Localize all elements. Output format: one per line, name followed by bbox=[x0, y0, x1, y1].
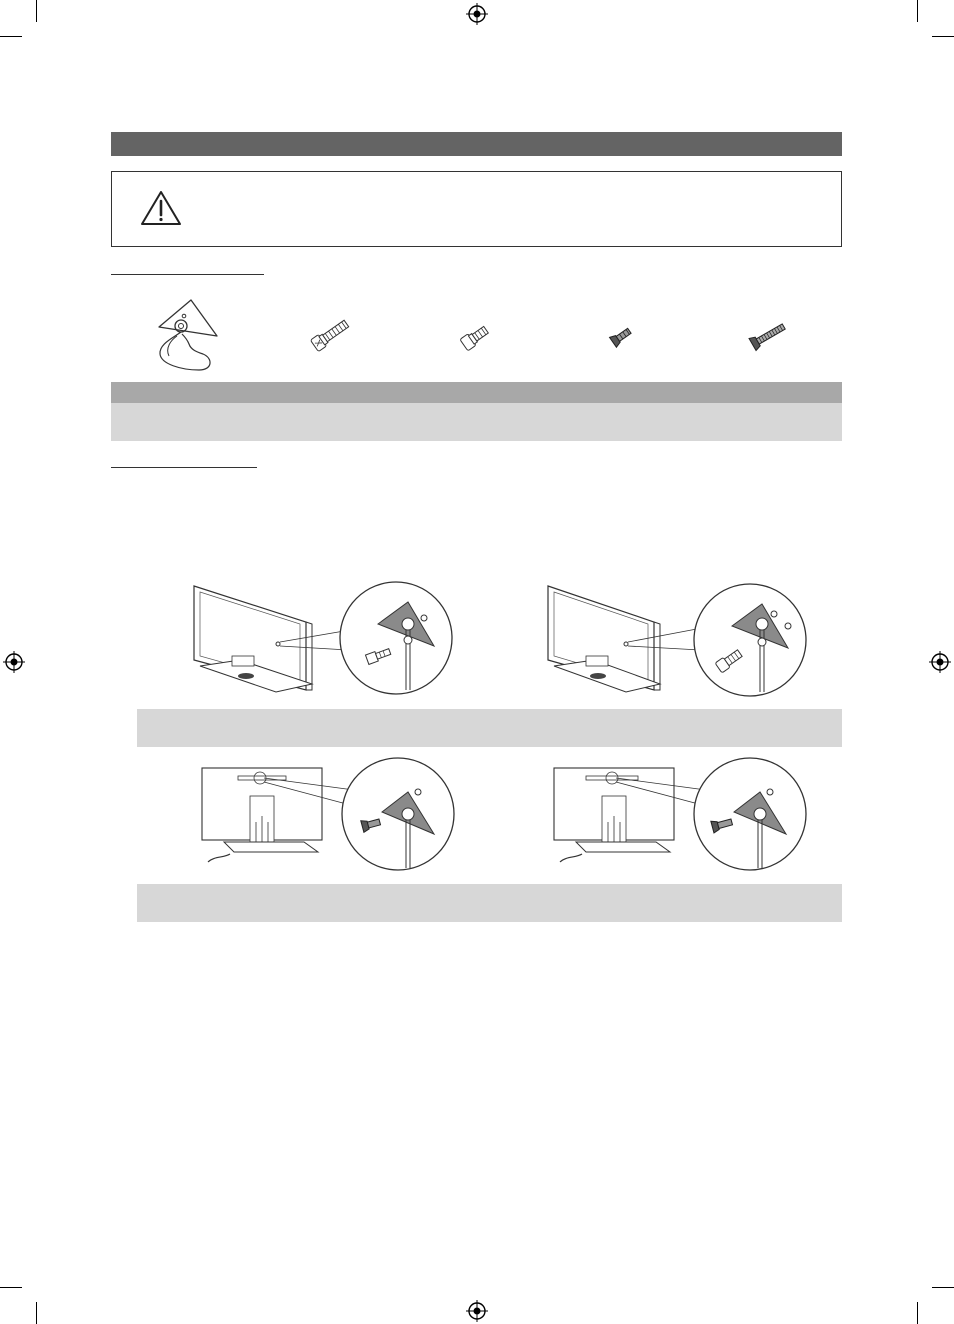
section-title-bar bbox=[111, 132, 842, 156]
screw-short-flat-icon bbox=[607, 322, 637, 350]
components-heading bbox=[111, 274, 264, 275]
warning-triangle-icon bbox=[140, 190, 182, 226]
bracket-cable-icon bbox=[151, 292, 231, 378]
subheader-band bbox=[111, 382, 842, 403]
tv-back-view-figure bbox=[194, 756, 464, 872]
crop-mark bbox=[0, 36, 22, 37]
figure-caption-band bbox=[137, 884, 842, 922]
registration-mark-icon bbox=[929, 651, 951, 673]
installation-heading bbox=[111, 467, 257, 468]
screw-long-washer-icon bbox=[303, 312, 357, 358]
registration-mark-icon bbox=[466, 1300, 488, 1322]
crop-mark bbox=[36, 0, 37, 22]
crop-mark bbox=[917, 1302, 918, 1324]
screw-short-washer-icon bbox=[457, 318, 497, 354]
components-row bbox=[111, 290, 842, 380]
screw-long-flat-icon bbox=[747, 318, 791, 352]
info-band bbox=[111, 403, 842, 441]
figure-caption-band bbox=[137, 709, 842, 747]
registration-mark-icon bbox=[3, 651, 25, 673]
crop-mark bbox=[36, 1302, 37, 1324]
caution-box bbox=[111, 171, 842, 247]
crop-mark bbox=[932, 1287, 954, 1288]
registration-mark-icon bbox=[466, 3, 488, 25]
crop-mark bbox=[0, 1287, 22, 1288]
tv-rear-bracket-figure bbox=[180, 580, 460, 700]
tv-rear-bracket-figure bbox=[534, 580, 834, 700]
crop-mark bbox=[932, 36, 954, 37]
tv-back-view-figure bbox=[546, 756, 816, 872]
crop-mark bbox=[917, 0, 918, 22]
